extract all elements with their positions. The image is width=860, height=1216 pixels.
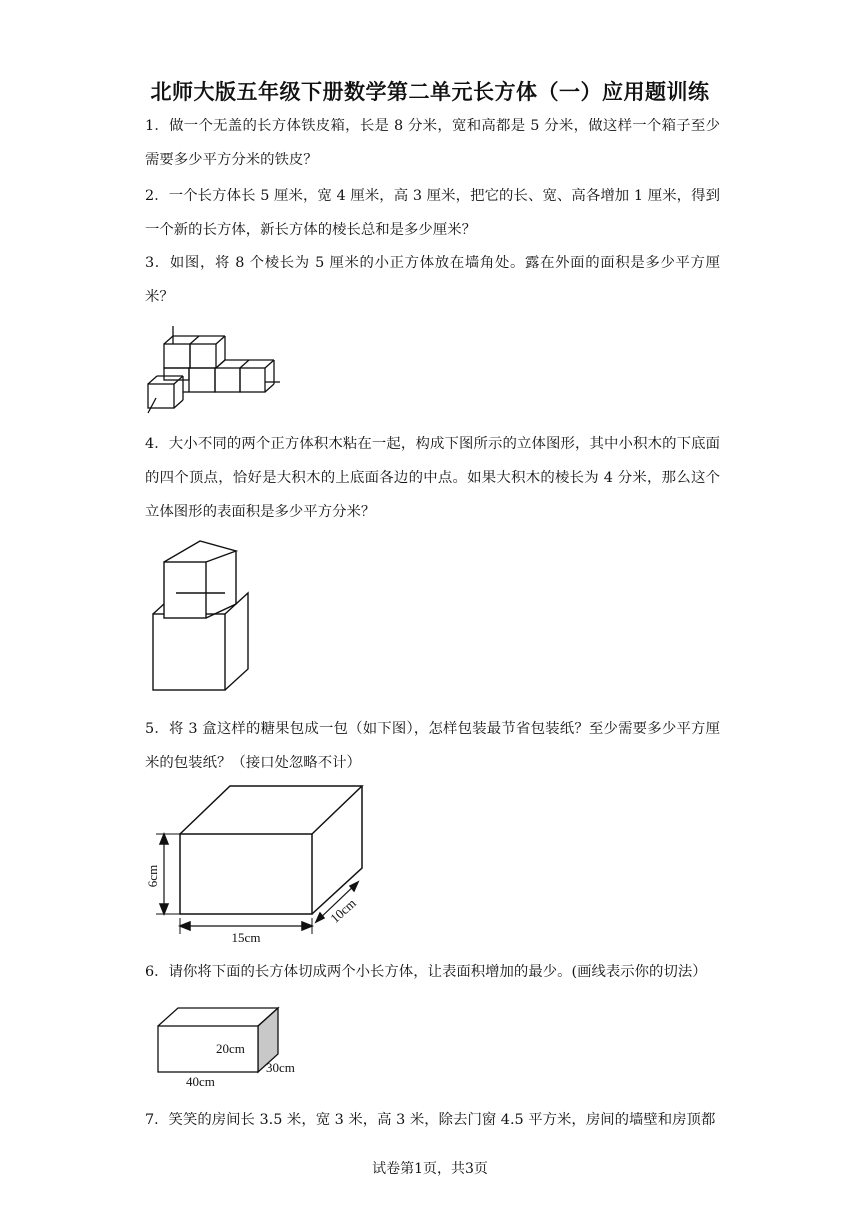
question-text: 如图，将 8 个棱长为 5 厘米的小正方体放在墙角处。露在外面的面积是多少平方厘米？ [145,255,720,305]
question-3 [145,246,720,314]
question-number: 6． [145,964,169,980]
dim-width-label: 30cm [266,1060,295,1075]
question-4 [145,427,720,529]
dim-width-label: 10cm [327,895,359,926]
dim-length-label: 40cm [186,1074,215,1089]
question-2 [145,179,720,247]
question-text: 请你将下面的长方体切成两个小长方体，让表面积增加的最少。(画线表示你的切法） [168,964,707,980]
question-text: 一个长方体长 5 厘米，宽 4 厘米，高 3 厘米，把它的长、宽、高各增加 1 厘米，得到一个新的长方体，新长方体的棱长总和是多少厘米？ [145,188,720,238]
figure-wall-corner-cubes [140,322,280,417]
figure-stacked-cubes [150,538,255,693]
question-text: 大小不同的两个正方体积木粘在一起，构成下图所示的立体图形，其中小积木的下底面的四个顶点，恰好是大积木的上底面各边的中点。如果大积木的棱长为 4 分米，那么这个立体图形的表面积是多少平方分米？ [145,436,721,520]
question-number: 1． [145,118,170,134]
question-text: 笑笑的房间长 3.5 米，宽 3 米，高 3 米，除去门窗 4.5 平方米，房间的墙壁和房顶都 [168,1112,716,1128]
dim-length-label: 15cm [231,930,261,945]
question-number: 3． [145,255,170,271]
page-footer: 试卷第1页，共3页 [372,1161,488,1177]
question-number: 4． [145,436,169,452]
question-7 [145,1103,720,1137]
page-title: 北师大版五年级下册数学第二单元长方体（一）应用题训练 [150,80,710,104]
question-5 [145,712,720,780]
question-number: 7． [145,1112,169,1128]
question-1 [145,109,720,177]
dim-height-label: 20cm [216,1041,245,1056]
question-number: 2． [145,188,169,204]
question-text: 将 3 盒这样的糖果包成一包（如下图），怎样包装最节省包装纸？至少需要多少平方厘米的包装纸？（接口处忽略不计） [145,721,721,771]
figure-cuboid-cut [150,1004,320,1094]
figure-candy-box [140,780,370,945]
dim-height-label: 6cm [145,864,160,888]
question-number: 5． [145,721,169,737]
question-6 [145,955,720,989]
question-text: 做一个无盖的长方体铁皮箱，长是 8 分米，宽和高都是 5 分米，做这样一个箱子至少需要多少平方分米的铁皮？ [145,118,720,168]
